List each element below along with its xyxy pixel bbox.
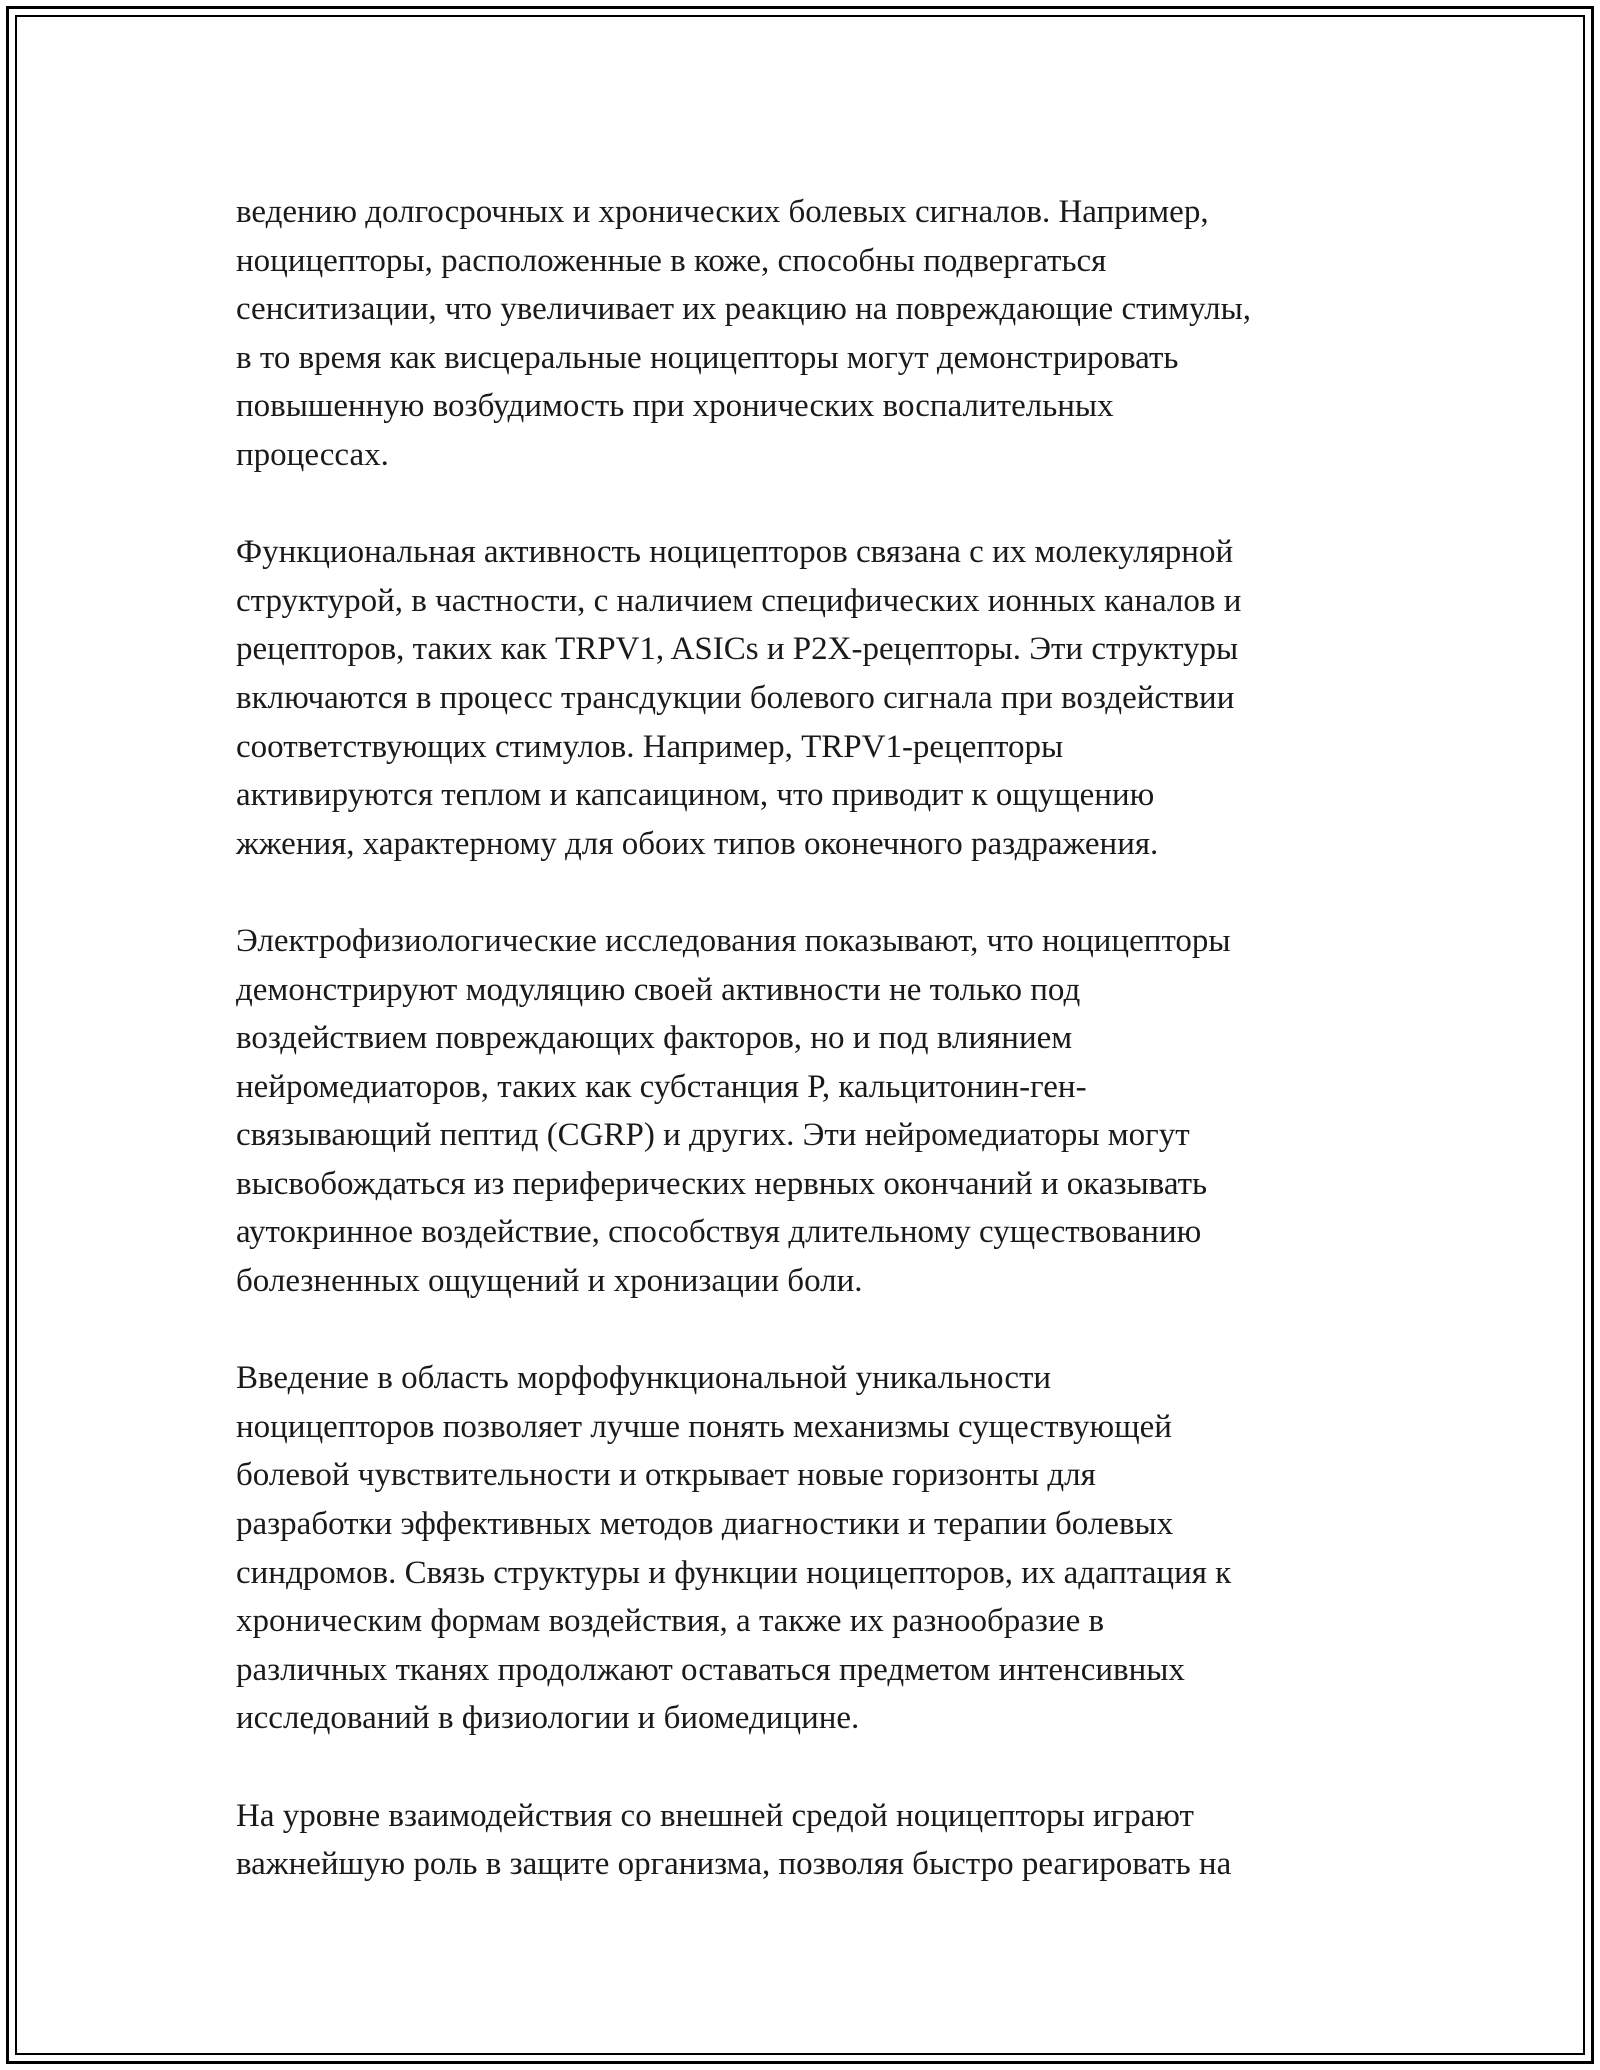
text-line: процессах. xyxy=(236,436,389,473)
text-line: Электрофизиологические исследования показывают, что ноцицепторы xyxy=(236,922,1231,959)
text-line: Функциональная активность ноцицепторов связана с их молекулярной xyxy=(236,534,1234,571)
text-line: активируются теплом и капсаицином, что приводит к ощущению xyxy=(236,777,1155,814)
text-line: ноцицепторы, расположенные в коже, способны подвергаться xyxy=(236,242,1107,279)
text-line: сенситизации, что увеличивает их реакцию на повреждающие стимулы, xyxy=(236,291,1251,328)
text-line: болевой чувствительности и открывает новые горизонты для xyxy=(236,1457,1096,1494)
text-line: разработки эффективных методов диагностики и терапии болевых xyxy=(236,1506,1174,1543)
text-line: включаются в процесс трансдукции болевого сигнала при воздействии xyxy=(236,679,1235,716)
text-line: жжения, характерному для обоих типов оконечного раздражения. xyxy=(236,825,1159,862)
text-line: связывающий пептид (CGRP) и других. Эти нейромедиаторы могут xyxy=(236,1117,1190,1154)
paragraph-4 xyxy=(236,1354,1386,1743)
text-line: хроническим формам воздействия, а также их разнообразие в xyxy=(236,1603,1105,1640)
text-line: рецепторов, таких как TRPV1, ASICs и P2X-рецепторы. Эти структуры xyxy=(236,631,1239,668)
text-line: ноцицепторов позволяет лучше понять механизмы существующей xyxy=(236,1408,1172,1445)
text-line: высвобождаться из периферических нервных окончаний и оказывать xyxy=(236,1165,1208,1202)
text-line: важнейшую роль в защите организма, позволяя быстро реагировать на xyxy=(236,1846,1232,1883)
text-line: исследований в физиологии и биомедицине. xyxy=(236,1700,860,1737)
document-body xyxy=(236,188,1386,1937)
text-line: нейромедиаторов, таких как субстанция P, кальцитонин-ген- xyxy=(236,1068,1087,1105)
paragraph-5 xyxy=(236,1792,1386,1889)
text-line: воздействием повреждающих факторов, но и под влиянием xyxy=(236,1020,1073,1057)
text-line: синдромов. Связь структуры и функции ноцицепторов, их адаптация к xyxy=(236,1554,1232,1591)
text-line: аутокринное воздействие, способствуя длительному существованию xyxy=(236,1214,1202,1251)
text-line: структурой, в частности, с наличием специфических ионных каналов и xyxy=(236,582,1242,619)
paragraph-2 xyxy=(236,528,1386,868)
text-line: болезненных ощущений и хронизации боли. xyxy=(236,1263,863,1300)
text-line: Введение в область морфофункциональной уникальности xyxy=(236,1360,1052,1397)
text-line: в то время как висцеральные ноцицепторы могут демонстрировать xyxy=(236,339,1179,376)
paragraph-3 xyxy=(236,917,1386,1306)
text-line: ведению долгосрочных и хронических болевых сигналов. Например, xyxy=(236,194,1209,230)
text-line: различных тканях продолжают оставаться предметом интенсивных xyxy=(236,1651,1185,1688)
text-line: демонстрируют модуляцию своей активности не только под xyxy=(236,971,1081,1008)
text-line: соответствующих стимулов. Например, TRPV1-рецепторы xyxy=(236,728,1064,765)
text-line: повышенную возбудимость при хронических воспалительных xyxy=(236,388,1114,425)
paragraph-1 xyxy=(236,188,1386,480)
text-line: На уровне взаимодействия со внешней средой ноцицепторы играют xyxy=(236,1797,1194,1834)
